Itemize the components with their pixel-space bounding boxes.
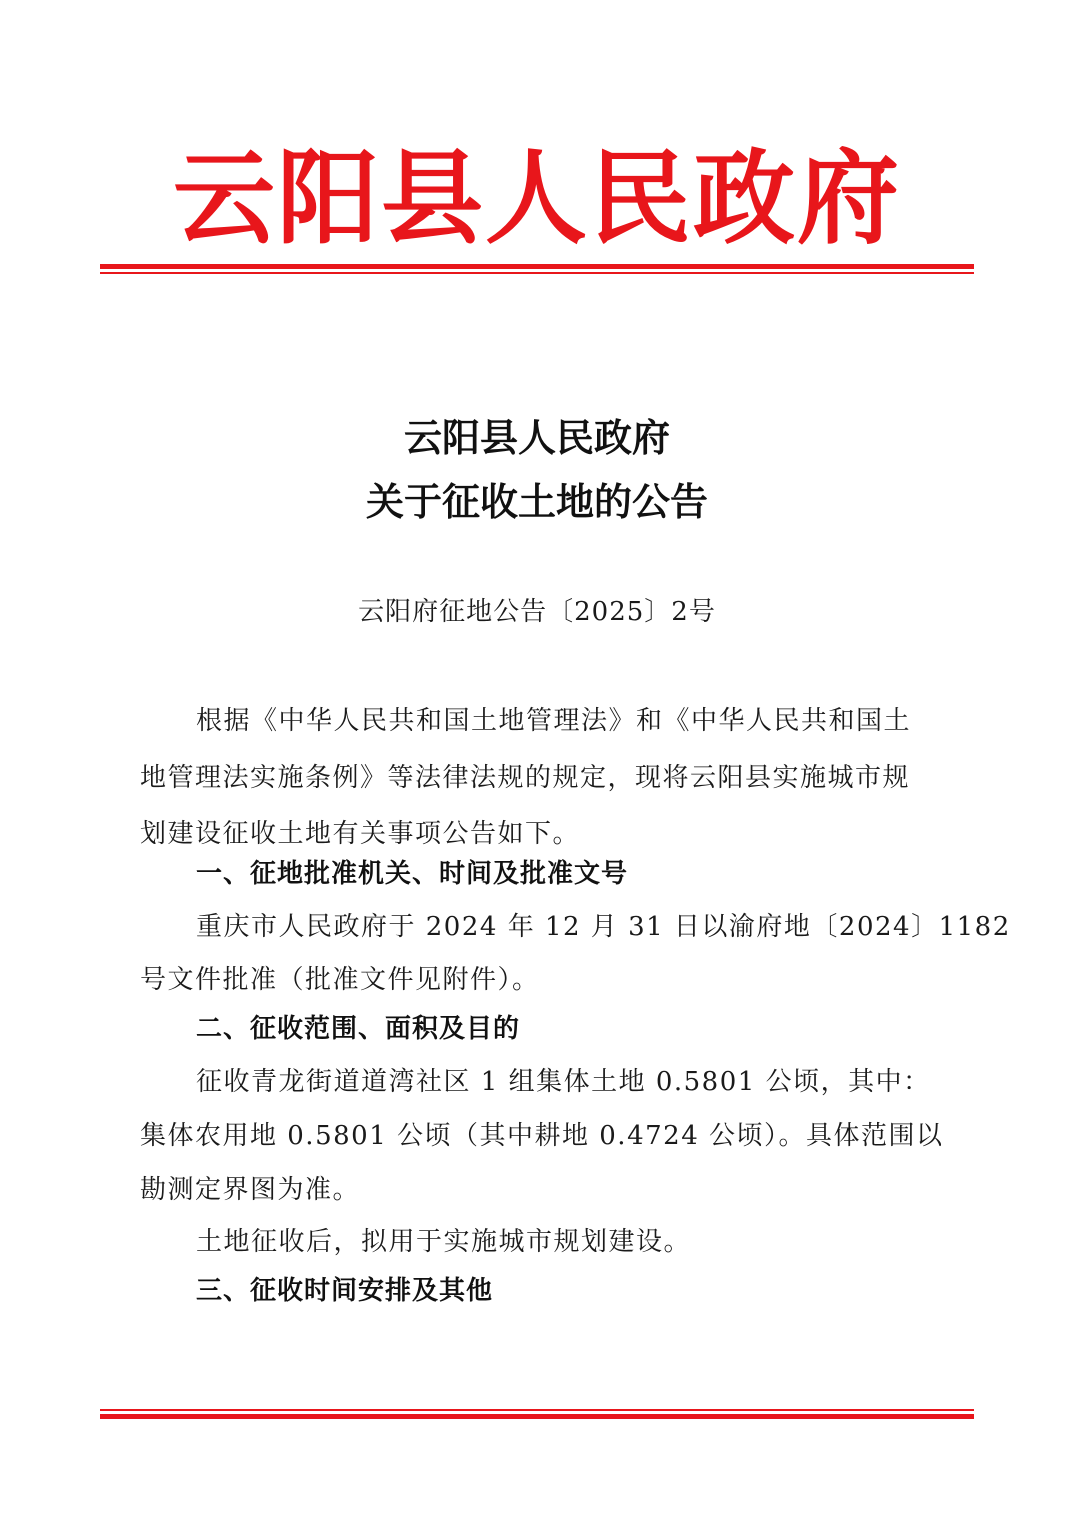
footer-rule-thin	[100, 1409, 974, 1411]
masthead-rule-thin	[100, 272, 974, 274]
section-1-line-2: 号文件批准（批准文件见附件）。	[140, 965, 540, 995]
intro-line-2: 地管理法实施条例》等法律法规的规定，现将云阳县实施城市规	[140, 763, 911, 793]
intro-line-3: 划建设征收土地有关事项公告如下。	[140, 819, 581, 849]
footer-rule-thick	[100, 1414, 974, 1419]
masthead-rule-thick	[100, 264, 974, 269]
document-title-line-2: 关于征收土地的公告	[365, 479, 708, 524]
section-2-line-1: 征收青龙街道道湾社区 1 组集体土地 0.5801 公顷，其中：	[196, 1067, 931, 1097]
section-2-heading: 二、征收范围、面积及目的	[196, 1014, 521, 1044]
section-2-line-3: 勘测定界图为准。	[140, 1175, 361, 1205]
intro-line-1: 根据《中华人民共和国土地管理法》和《中华人民共和国土	[196, 706, 912, 736]
section-3-heading: 三、征收时间安排及其他	[196, 1276, 494, 1306]
section-1-heading: 一、征地批准机关、时间及批准文号	[196, 859, 629, 889]
section-1-line-1: 重庆市人民政府于 2024 年 12 月 31 日以渝府地〔2024〕1182	[196, 912, 1011, 942]
document-number: 云阳府征地公告〔2025〕2号	[358, 597, 716, 627]
document-title-line-1: 云阳县人民政府	[403, 415, 670, 460]
section-2-purpose: 土地征收后，拟用于实施城市规划建设。	[196, 1227, 692, 1257]
section-2-line-2: 集体农用地 0.5801 公顷（其中耕地 0.4724 公顷）。具体范围以	[140, 1121, 944, 1151]
masthead-title: 云阳县人民政府	[173, 140, 901, 259]
